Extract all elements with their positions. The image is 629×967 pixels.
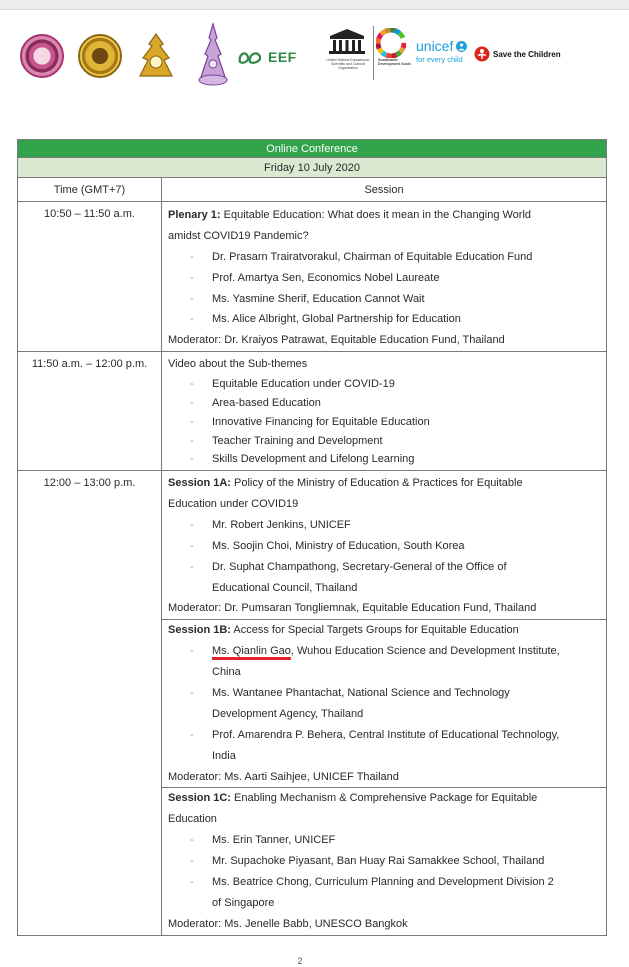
moderator: Moderator: Dr. Kraiyos Patrawat, Equitable Education Fund, Thailand <box>168 334 505 347</box>
bullet-dash: - <box>190 855 194 868</box>
save-the-children-wordmark: Save the Children <box>493 49 561 59</box>
sdg-wheel-icon <box>376 28 406 58</box>
list-item <box>168 725 600 746</box>
sdg-logo <box>376 28 418 88</box>
speaker-cont: of Singapore <box>212 896 275 909</box>
list-item <box>168 450 600 469</box>
list-item <box>168 268 600 289</box>
list-item <box>168 557 600 578</box>
list-item <box>168 683 600 704</box>
unicef-globe-icon <box>455 40 468 53</box>
conference-date: Friday 10 July 2020 <box>18 158 607 178</box>
session-cell <box>162 352 607 471</box>
session-title-text: Equitable Education: What does it mean in the Changing World <box>220 209 532 221</box>
speaker: Prof. Amarendra P. Behera, Central Institute of Educational Technology, <box>212 728 560 741</box>
session-title-text: Access for Special Targets Groups for Equitable Education <box>230 624 519 637</box>
time-slot: 10:50 – 11:50 a.m. <box>18 202 162 352</box>
list-item <box>168 394 600 413</box>
ministry-seal-icon <box>20 34 64 78</box>
session-cell <box>162 788 607 935</box>
bullet-dash: - <box>190 687 194 700</box>
bullet-dash: - <box>190 645 194 658</box>
save-the-children-icon <box>474 46 490 62</box>
save-the-children-logo <box>474 46 561 62</box>
bullet-dash: - <box>190 250 194 263</box>
session-title: Video about the Sub-themes <box>168 358 308 371</box>
list-item <box>168 309 600 330</box>
bullet-dash: - <box>190 728 194 741</box>
list-item <box>168 432 600 451</box>
speaker-cont: Educational Council, Thailand <box>212 581 358 594</box>
top-band <box>0 0 629 10</box>
schedule-row <box>18 202 607 352</box>
bullet-dash: - <box>190 876 194 889</box>
list-item <box>168 851 600 872</box>
royal-emblem-icon <box>136 32 176 80</box>
bullet-dash: - <box>190 396 194 409</box>
moderator: Moderator: Ms. Aarti Saihjee, UNICEF Thailand <box>168 770 399 783</box>
column-header-session: Session <box>162 178 607 202</box>
speaker-affiliation: , Wuhou Education Science and Development Institute, <box>290 645 560 658</box>
bullet-dash: - <box>190 539 194 552</box>
session-title <box>168 473 600 494</box>
session-label: Session 1B: <box>168 624 231 637</box>
speaker: Ms. Alice Albright, Global Partnership for Education <box>212 313 461 326</box>
sub-theme: Innovative Financing for Equitable Education <box>212 415 430 428</box>
list-item <box>168 247 600 268</box>
session-title-text: Policy of the Ministry of Education & Practices for Equitable <box>230 477 523 490</box>
conference-schedule-table <box>17 139 607 936</box>
sdg-caption: Sustainable Development Goals <box>378 58 411 66</box>
session-title-text: Enabling Mechanism & Comprehensive Package for Equitable <box>230 792 538 805</box>
bullet-dash: - <box>190 518 194 531</box>
session-title-cont: Education under COVID19 <box>168 498 299 510</box>
unesco-temple-icon <box>324 28 370 56</box>
highlighted-speaker-name: Ms. Qianlin Gao <box>212 645 291 658</box>
list-item <box>168 872 600 893</box>
eef-logo <box>236 46 297 68</box>
moderator: Moderator: Ms. Jenelle Babb, UNESCO Bangkok <box>168 917 408 930</box>
list-item <box>168 289 600 310</box>
speaker <box>212 641 560 662</box>
sub-theme: Area-based Education <box>212 396 321 409</box>
speaker: Ms. Soojin Choi, Ministry of Education, South Korea <box>212 539 465 552</box>
speaker: Mr. Robert Jenkins, UNICEF <box>212 518 351 531</box>
sub-theme: Skills Development and Lifelong Learning <box>212 453 415 466</box>
bullet-dash: - <box>190 271 194 284</box>
unicef-tagline: for every child <box>416 55 463 64</box>
session-label: Session 1C: <box>168 792 231 805</box>
title-row <box>18 140 607 158</box>
partner-logos <box>14 22 614 92</box>
logo-divider <box>373 26 374 80</box>
list-item <box>168 413 600 432</box>
bullet-dash: - <box>190 378 194 391</box>
list-item <box>168 536 600 557</box>
session-cell <box>162 620 607 788</box>
column-header-time: Time (GMT+7) <box>18 178 162 202</box>
foundation-emblem-icon <box>196 22 230 88</box>
provincial-seal-icon <box>78 34 122 78</box>
speaker: Dr. Prasarn Trairatvorakul, Chairman of Equitable Education Fund <box>212 250 533 263</box>
speaker-cont: Development Agency, Thailand <box>212 707 364 720</box>
list-item <box>168 641 600 662</box>
bullet-dash: - <box>190 434 194 447</box>
session-cell <box>162 202 607 352</box>
date-row <box>18 158 607 178</box>
page-number: 2 <box>297 956 303 966</box>
session-title <box>168 788 600 809</box>
unesco-logo <box>324 28 370 88</box>
list-item <box>168 830 600 851</box>
session-label: Plenary 1: <box>168 209 221 221</box>
bullet-dash: - <box>190 292 194 305</box>
eef-logo-icon <box>236 48 264 66</box>
sub-theme: Teacher Training and Development <box>212 434 383 447</box>
time-slot: 12:00 – 13:00 p.m. <box>18 471 162 936</box>
time-slot: 11:50 a.m. – 12:00 p.m. <box>18 352 162 471</box>
speaker: Prof. Amartya Sen, Economics Nobel Laureate <box>212 271 440 284</box>
conference-title: Online Conference <box>18 140 607 158</box>
bullet-dash: - <box>190 560 194 573</box>
speaker: Dr. Suphat Champathong, Secretary-General of the Office of <box>212 560 507 573</box>
schedule-row <box>18 471 607 620</box>
column-header-row <box>18 178 607 202</box>
eef-wordmark: EEF <box>268 49 297 65</box>
list-item <box>168 515 600 536</box>
session-label: Session 1A: <box>168 477 231 490</box>
unesco-caption: United Nations Educational, Scientific and Cultural Organization <box>326 58 370 70</box>
schedule-row <box>18 352 607 471</box>
speaker: Ms. Beatrice Chong, Curriculum Planning and Development Division 2 <box>212 876 554 889</box>
bullet-dash: - <box>190 834 194 847</box>
session-title-cont: Education <box>168 813 217 826</box>
moderator: Moderator: Dr. Pumsaran Tongliemnak, Equitable Education Fund, Thailand <box>168 602 537 615</box>
bullet-dash: - <box>190 453 194 466</box>
unicef-wordmark: unicef <box>416 38 454 54</box>
session-title <box>168 620 600 641</box>
speaker: Mr. Supachoke Piyasant, Ban Huay Rai Samakkee School, Thailand <box>212 855 545 868</box>
speaker: Ms. Yasmine Sherif, Education Cannot Wait <box>212 292 425 305</box>
unicef-logo <box>416 38 468 68</box>
session-title <box>168 205 600 226</box>
bullet-dash: - <box>190 415 194 428</box>
speaker: Ms. Wantanee Phantachat, National Science and Technology <box>212 687 510 700</box>
speaker-cont: China <box>212 666 241 679</box>
list-item <box>168 375 600 394</box>
bullet-dash: - <box>190 313 194 326</box>
speaker: Ms. Erin Tanner, UNICEF <box>212 834 336 847</box>
session-cell <box>162 471 607 620</box>
speaker-cont: India <box>212 749 236 762</box>
sub-theme: Equitable Education under COVID-19 <box>212 378 395 391</box>
session-title-cont: amidst COVID19 Pandemic? <box>168 229 309 242</box>
